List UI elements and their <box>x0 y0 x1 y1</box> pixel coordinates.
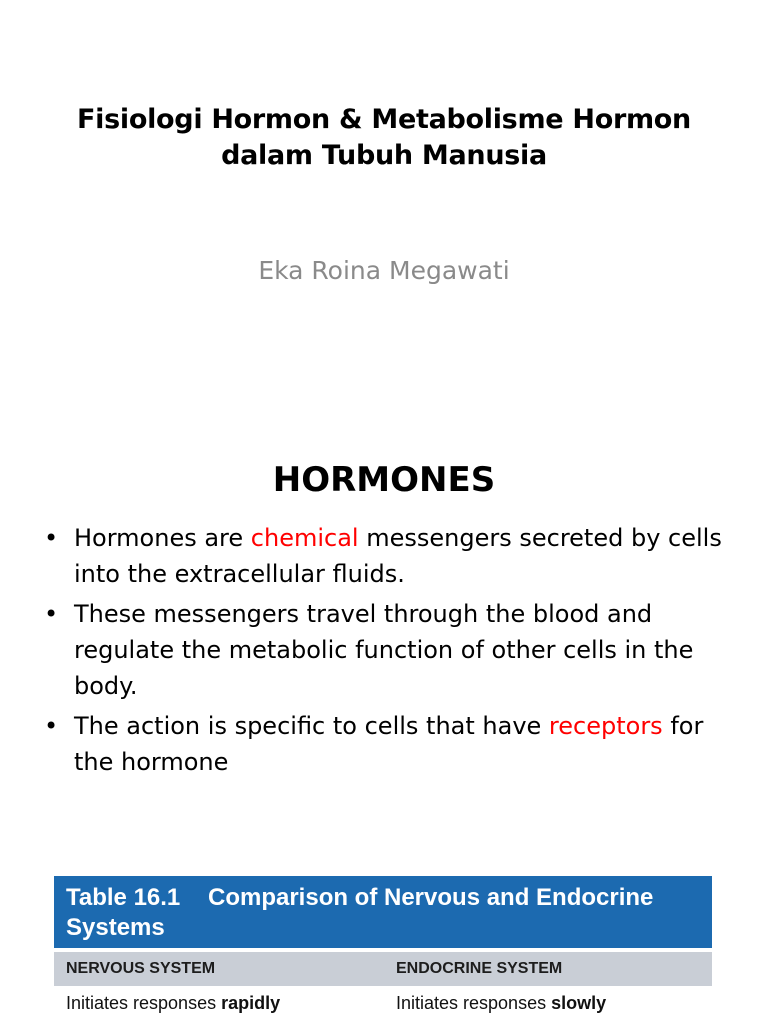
slide-title <box>40 102 728 174</box>
table-column-headers <box>54 952 712 986</box>
slide-heading: HORMONES <box>272 460 496 500</box>
bullet-text: Hormones are <box>74 524 251 552</box>
cell-endocrine <box>396 986 606 1020</box>
table-row <box>54 986 712 1020</box>
table-title: Comparison of Nervous and Endocrine <box>208 884 654 911</box>
bullet-item <box>40 596 730 704</box>
highlighted-term: chemical <box>250 524 359 552</box>
cell-bold-text: slowly <box>551 993 607 1013</box>
cell-nervous <box>66 986 280 1020</box>
bullet-dot: • <box>44 524 59 552</box>
table-title-continued: Systems <box>66 914 165 941</box>
column-header-endocrine: ENDOCRINE SYSTEM <box>396 960 563 977</box>
comparison-table <box>54 876 712 1024</box>
title-line-1: Fisiologi Hormon & Metabolisme Hormon <box>77 104 691 135</box>
bullet-text: messengers secreted by cells into the extracellular fluids. <box>74 524 722 588</box>
bullet-item <box>40 708 730 780</box>
bullet-text: for the hormone <box>74 712 704 776</box>
bullet-text: These messengers travel through the blood and regulate the metabolic function of other cells in the body. <box>74 600 694 700</box>
title-line-2: dalam Tubuh Manusia <box>221 140 547 171</box>
table-number: Table 16.1 <box>66 884 181 911</box>
cell-text: Initiates responses <box>66 993 222 1013</box>
bullet-item <box>40 520 730 592</box>
bullet-list <box>40 520 730 784</box>
cell-bold-text: rapidly <box>221 993 281 1013</box>
title-slide <box>0 0 768 420</box>
bullet-text: The action is specific to cells that have <box>74 712 549 740</box>
content-slide <box>0 420 768 1024</box>
author-name: Eka Roina Megawati <box>258 256 510 285</box>
bullet-dot: • <box>44 712 59 740</box>
table-title-bar <box>54 876 712 948</box>
bullet-dot: • <box>44 600 59 628</box>
highlighted-term: receptors <box>548 712 663 740</box>
cell-text: Initiates responses <box>396 993 552 1013</box>
column-header-nervous: NERVOUS SYSTEM <box>66 960 216 977</box>
